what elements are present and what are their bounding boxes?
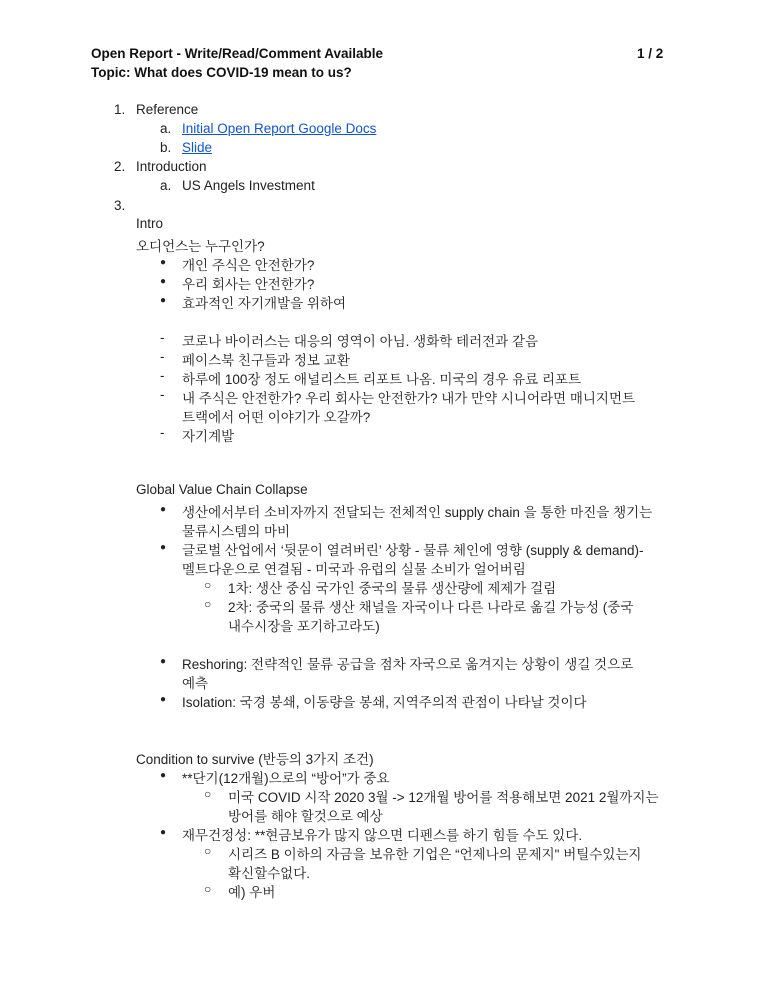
us-angels-item: US Angels Investment (182, 178, 315, 193)
list-item-continuation: 트랙에서 어떤 이야기가 오갈까? (182, 410, 371, 425)
list-item: 하루에 100장 정도 애널리스트 리포트 나옴. 미국의 경우 유료 리포트 (182, 372, 582, 387)
list-item: **단기(12개월)으로의 “방어”가 중요 (182, 771, 390, 786)
list-item: 글로벌 산업에서 ‘뒷문이 열려버린’ 상황 - 물류 체인에 영향 (supply & demand)- (182, 543, 644, 558)
sub-list-item: 예) 우버 (228, 885, 276, 900)
sub-list-item-continuation: 내수시장을 포기하고라도) (228, 619, 380, 634)
sub-list-item-continuation: 방어를 해야 할것으로 예상 (228, 809, 383, 824)
bullet-icon (160, 656, 166, 667)
list-number-1: 1. (114, 102, 126, 117)
sub-list-item-continuation: 확신할수없다. (228, 866, 310, 881)
list-letter-a: a. (160, 121, 172, 136)
list-letter-b: b. (160, 140, 172, 155)
sub-bullet-icon (204, 844, 211, 858)
bullet-icon (160, 542, 166, 553)
page-number: 1 / 2 (637, 46, 664, 61)
sub-bullet-icon (204, 578, 211, 592)
list-number-2: 2. (114, 159, 126, 174)
gvc-heading: Global Value Chain Collapse (136, 482, 308, 497)
introduction-heading: Introduction (136, 159, 207, 174)
list-item-continuation: 물류시스템의 마비 (182, 524, 291, 539)
list-item: 효과적인 자기개발을 위하여 (182, 296, 346, 311)
list-item-continuation: 멜트다운으로 연결됨 - 미국과 유럽의 실물 소비가 얼어버림 (182, 562, 526, 577)
sub-list-item: 시리즈 B 이하의 자금을 보유한 기업은 “언제나의 문제지" 버틸수있는지 (228, 847, 642, 862)
list-item: Isolation: 국경 봉쇄, 이동량을 봉쇄, 지역주의적 관점이 나타날 것이다 (182, 695, 587, 710)
document-title: Open Report - Write/Read/Comment Available (91, 46, 384, 61)
bullet-icon (160, 694, 166, 705)
list-item: 개인 주식은 안전한가? (182, 258, 315, 273)
dash-icon (160, 349, 165, 364)
list-number-3: 3. (114, 198, 126, 213)
sub-bullet-icon (204, 787, 211, 801)
list-item: 생산에서부터 소비자까지 전달되는 전체적인 supply chain 을 통한 마진을 챙기는 (182, 505, 653, 520)
list-item: 재무건정성: **현금보유가 많지 않으면 디펜스를 하기 힘들 수도 있다. (182, 828, 583, 843)
list-item: 우리 회사는 안전한가? (182, 277, 315, 292)
bullet-icon (160, 770, 166, 781)
list-item: 내 주식은 안전한가? 우리 회사는 안전한가? 내가 만약 시니어라면 매니지먼트 (182, 391, 636, 406)
list-item: 자기계발 (182, 429, 235, 444)
intro-heading: Intro (136, 216, 164, 231)
list-item: 페이스북 친구들과 정보 교환 (182, 353, 350, 368)
dash-icon (160, 425, 165, 440)
topic-line: Topic: What does COVID-19 mean to us? (91, 65, 352, 80)
list-item-continuation: 예측 (182, 676, 209, 691)
list-item: Reshoring: 전략적인 물류 공급을 점차 자국으로 옮겨지는 상황이 생길 것으로 (182, 657, 634, 672)
dash-icon (160, 387, 165, 402)
list-letter-a: a. (160, 178, 172, 193)
slide-link[interactable]: Slide (182, 140, 213, 155)
sub-bullet-icon (204, 597, 211, 611)
dash-icon (160, 368, 165, 383)
sub-bullet-icon (204, 882, 211, 896)
list-item: 코로나 바이러스는 대응의 영역이 아님. 생화학 테러전과 같음 (182, 334, 539, 349)
google-docs-link[interactable]: Initial Open Report Google Docs (182, 121, 377, 136)
sub-list-item: 1차: 생산 중심 국가인 중국의 물류 생산량에 제제가 걸림 (228, 581, 557, 596)
bullet-icon (160, 295, 166, 306)
bullet-icon (160, 504, 166, 515)
reference-heading: Reference (136, 102, 199, 117)
sub-list-item: 2차: 중국의 물류 생산 채널을 자국이나 다른 나라로 옮길 가능성 (중국 (228, 600, 634, 615)
sub-list-item: 미국 COVID 시작 2020 3월 -> 12개월 방어를 적용해보면 2021 2월까지는 (228, 790, 659, 805)
bullet-icon (160, 827, 166, 838)
condition-heading: Condition to survive (반등의 3가지 조건) (136, 752, 374, 767)
dash-icon (160, 330, 165, 345)
audience-question: 오디언스는 누구인가? (136, 239, 265, 254)
bullet-icon (160, 276, 166, 287)
bullet-icon (160, 257, 166, 268)
